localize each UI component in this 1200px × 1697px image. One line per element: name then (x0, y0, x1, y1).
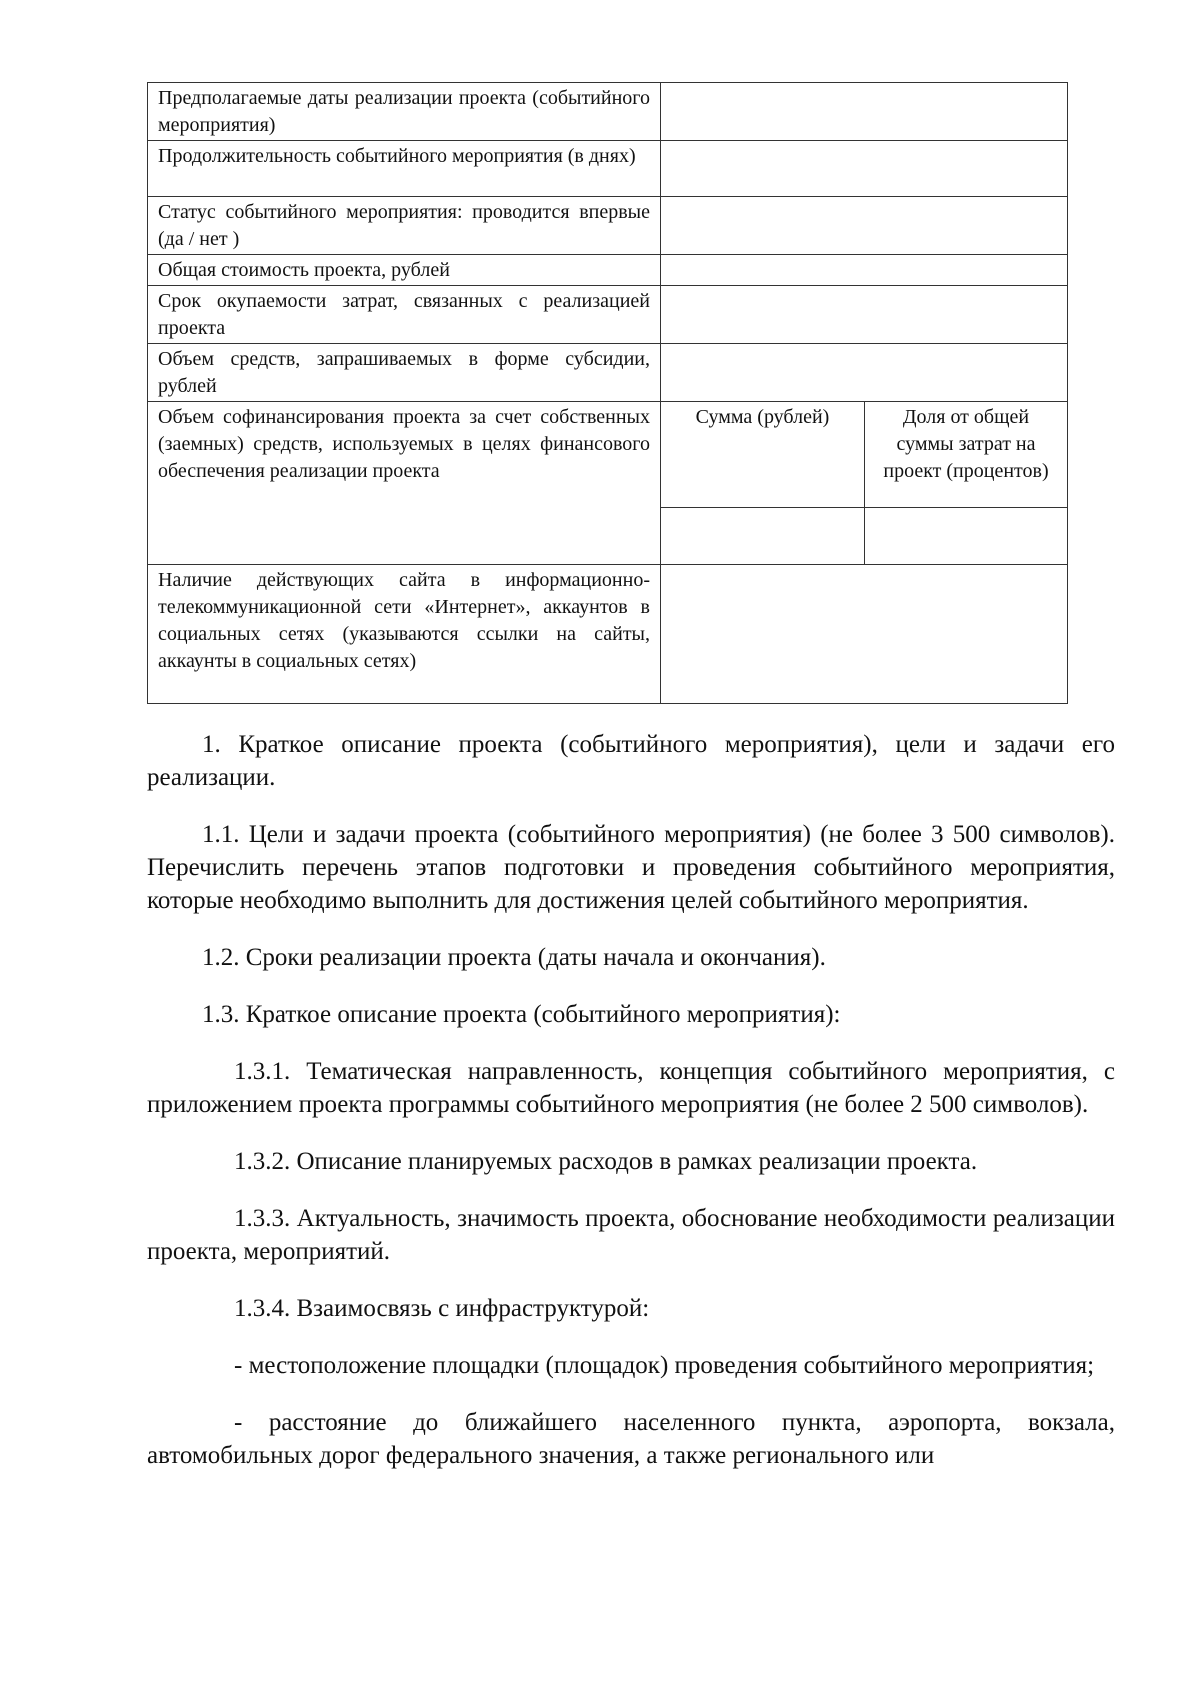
value-cell-total-cost[interactable] (661, 255, 1068, 286)
sum-header: Сумма (рублей) (661, 402, 865, 508)
table-row (148, 344, 1068, 402)
table-row (148, 141, 1068, 197)
table-row (148, 286, 1068, 344)
table-row (148, 402, 1068, 508)
value-cell-dates[interactable] (661, 83, 1068, 141)
bullet-distance: - расстояние до ближайшего населенного пункта, аэропорта, вокзала, автомобильных дорог федерального значения, а также регионального или (147, 1409, 1115, 1469)
row-label-websites: Наличие действующих сайта в информационно-телекоммуникационной сети «Интернет», аккаунтов в социальных сетях (указываются ссылки на сайты, аккаунты в социальных сетях) (148, 565, 661, 704)
value-cell-subsidy[interactable] (661, 344, 1068, 402)
paragraph-1-3-2: 1.3.2. Описание планируемых расходов в рамках реализации проекта. (234, 1148, 978, 1175)
paragraph-1-1: 1.1. Цели и задачи проекта (событийного мероприятия) (не более 3 500 символов). Перечислить перечень этапов подготовки и проведения событийного мероприятия, которые необходимо выполнить для достижения целей событийного мероприятия. (147, 821, 1115, 914)
paragraph-1-3-3: 1.3.3. Актуальность, значимость проекта, обоснование необходимости реализации проекта, мероприятий. (147, 1205, 1115, 1265)
table-row (148, 197, 1068, 255)
paragraph-1-3: 1.3. Краткое описание проекта (событийного мероприятия): (202, 1001, 841, 1028)
value-cell-duration[interactable] (661, 141, 1068, 197)
bullet-venue-location: - местоположение площадки (площадок) проведения событийного мероприятия; (234, 1352, 1095, 1379)
paragraph-1-3-1: 1.3.1. Тематическая направленность, концепция событийного мероприятия, с приложением проекта программы событийного мероприятия (не более 2 500 символов). (147, 1058, 1115, 1118)
share-header: Доля от общей суммы затрат на проект (процентов) (865, 402, 1068, 508)
value-cell-payback[interactable] (661, 286, 1068, 344)
value-cell-sum[interactable] (661, 508, 865, 565)
paragraph-1-2: 1.2. Сроки реализации проекта (даты начала и окончания). (202, 944, 826, 971)
paragraph-1: 1. Краткое описание проекта (событийного мероприятия), цели и задачи его реализации. (147, 731, 1115, 791)
value-cell-share[interactable] (865, 508, 1068, 565)
row-label-subsidy: Объем средств, запрашиваемых в форме субсидии, рублей (148, 344, 661, 402)
value-cell-websites[interactable] (661, 565, 1068, 704)
table-row (148, 565, 1068, 704)
paragraph-1-3-4: 1.3.4. Взаимосвязь с инфраструктурой: (234, 1295, 650, 1322)
row-label-cofinancing: Объем софинансирования проекта за счет собственных (заемных) средств, используемых в целях финансового обеспечения реализации проекта (148, 402, 661, 565)
value-cell-status[interactable] (661, 197, 1068, 255)
row-label-dates: Предполагаемые даты реализации проекта (событийного мероприятия) (148, 83, 661, 141)
table-row (148, 255, 1068, 286)
row-label-status: Статус событийного мероприятия: проводится впервые (да / нет ) (148, 197, 661, 255)
row-label-total-cost: Общая стоимость проекта, рублей (148, 255, 661, 286)
table-row (148, 83, 1068, 141)
row-label-payback: Срок окупаемости затрат, связанных с реализацией проекта (148, 286, 661, 344)
description-text (147, 728, 1115, 1496)
application-form-table (147, 82, 1068, 704)
row-label-duration: Продолжительность событийного мероприятия (в днях) (148, 141, 661, 197)
